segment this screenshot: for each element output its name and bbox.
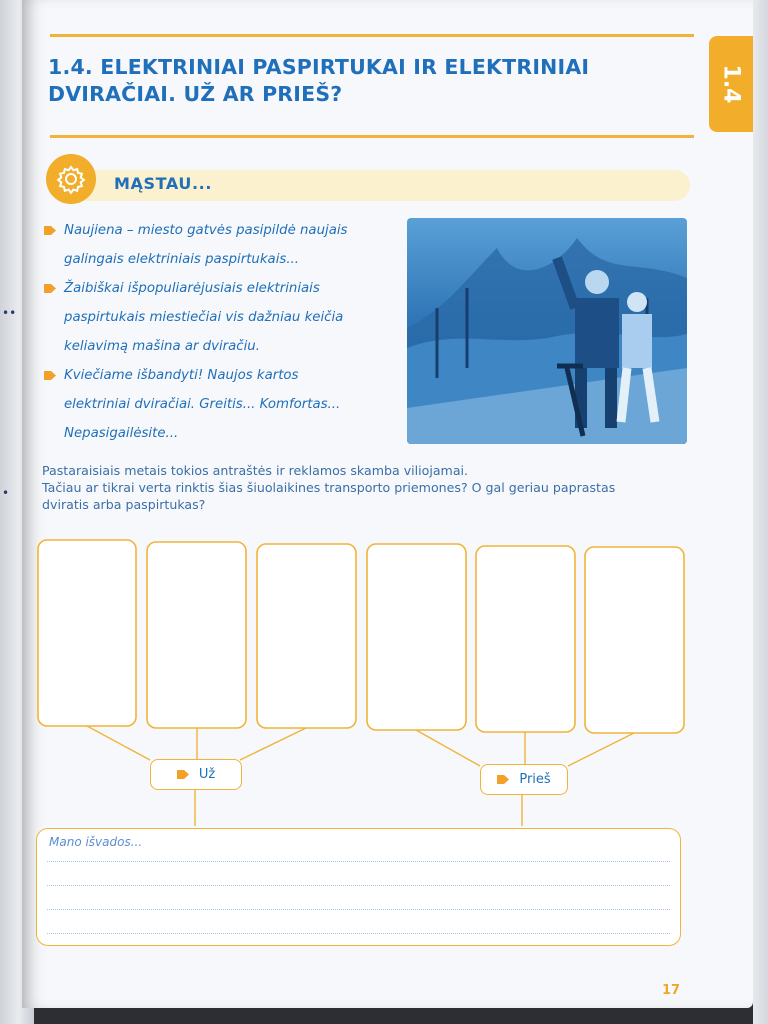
page-title-line-2: DVIRAČIAI. UŽ AR PRIEŠ? bbox=[48, 82, 343, 106]
chapter-tab-label: 1.4 bbox=[718, 64, 744, 104]
bullet-text: paspirtukais miestiečiai vis dažniau keičia bbox=[64, 310, 344, 325]
con-answer-box[interactable] bbox=[585, 547, 684, 733]
writing-line bbox=[47, 933, 670, 934]
writing-line bbox=[47, 909, 670, 910]
bullet-text: elektriniai dviračiai. Greitis... Komfortas... bbox=[64, 397, 341, 412]
book-edge bbox=[753, 0, 768, 1024]
margin-mark: • bbox=[2, 486, 10, 500]
con-answer-box[interactable] bbox=[476, 546, 575, 732]
conclusions-box[interactable] bbox=[36, 828, 681, 946]
page-number: 17 bbox=[662, 983, 681, 998]
bullet-text: Kviečiame išbandyti! Naujos kartos bbox=[64, 368, 299, 383]
writing-line bbox=[47, 861, 670, 862]
con-answer-box[interactable] bbox=[367, 544, 466, 730]
con-label: Prieš bbox=[519, 772, 551, 787]
pro-answer-box[interactable] bbox=[38, 540, 136, 726]
writing-line bbox=[47, 885, 670, 886]
intro-line: Tačiau ar tikrai verta rinktis šias šiuolaikines transporto priemones? O gal geriau paprastas bbox=[42, 480, 616, 495]
pro-answer-box[interactable] bbox=[147, 542, 246, 728]
pro-tag bbox=[150, 759, 242, 790]
pro-label: Už bbox=[198, 767, 216, 782]
pro-answer-box[interactable] bbox=[257, 544, 356, 728]
con-tag bbox=[480, 764, 568, 795]
bullet-text: keliavimą mašina ar dviračiu. bbox=[64, 339, 260, 354]
bullet-text: Naujiena – miesto gatvės pasipildė naujais bbox=[64, 223, 348, 238]
intro-line: dviratis arba paspirtukas? bbox=[42, 497, 206, 512]
bullet-text: Nepasigailėsite... bbox=[64, 426, 179, 441]
margin-mark: •• bbox=[2, 306, 17, 320]
bullet-text: galingais elektriniais paspirtukais... bbox=[64, 252, 300, 267]
page-title-line-1: 1.4. ELEKTRINIAI PASPIRTUKAI IR ELEKTRINIAI bbox=[48, 55, 590, 79]
workbook-page bbox=[22, 0, 753, 1008]
arrow-bullet-icon bbox=[177, 770, 189, 779]
bullet-text: Žaibiškai išpopuliarėjusiais elektriniais bbox=[64, 281, 320, 296]
arrow-bullet-icon bbox=[497, 775, 509, 784]
conclusions-hint: Mano išvados... bbox=[49, 835, 143, 849]
intro-line: Pastaraisiais metais tokios antraštės ir reklamos skamba viliojamai. bbox=[42, 463, 469, 478]
section-label: MĄSTAU... bbox=[114, 174, 213, 193]
